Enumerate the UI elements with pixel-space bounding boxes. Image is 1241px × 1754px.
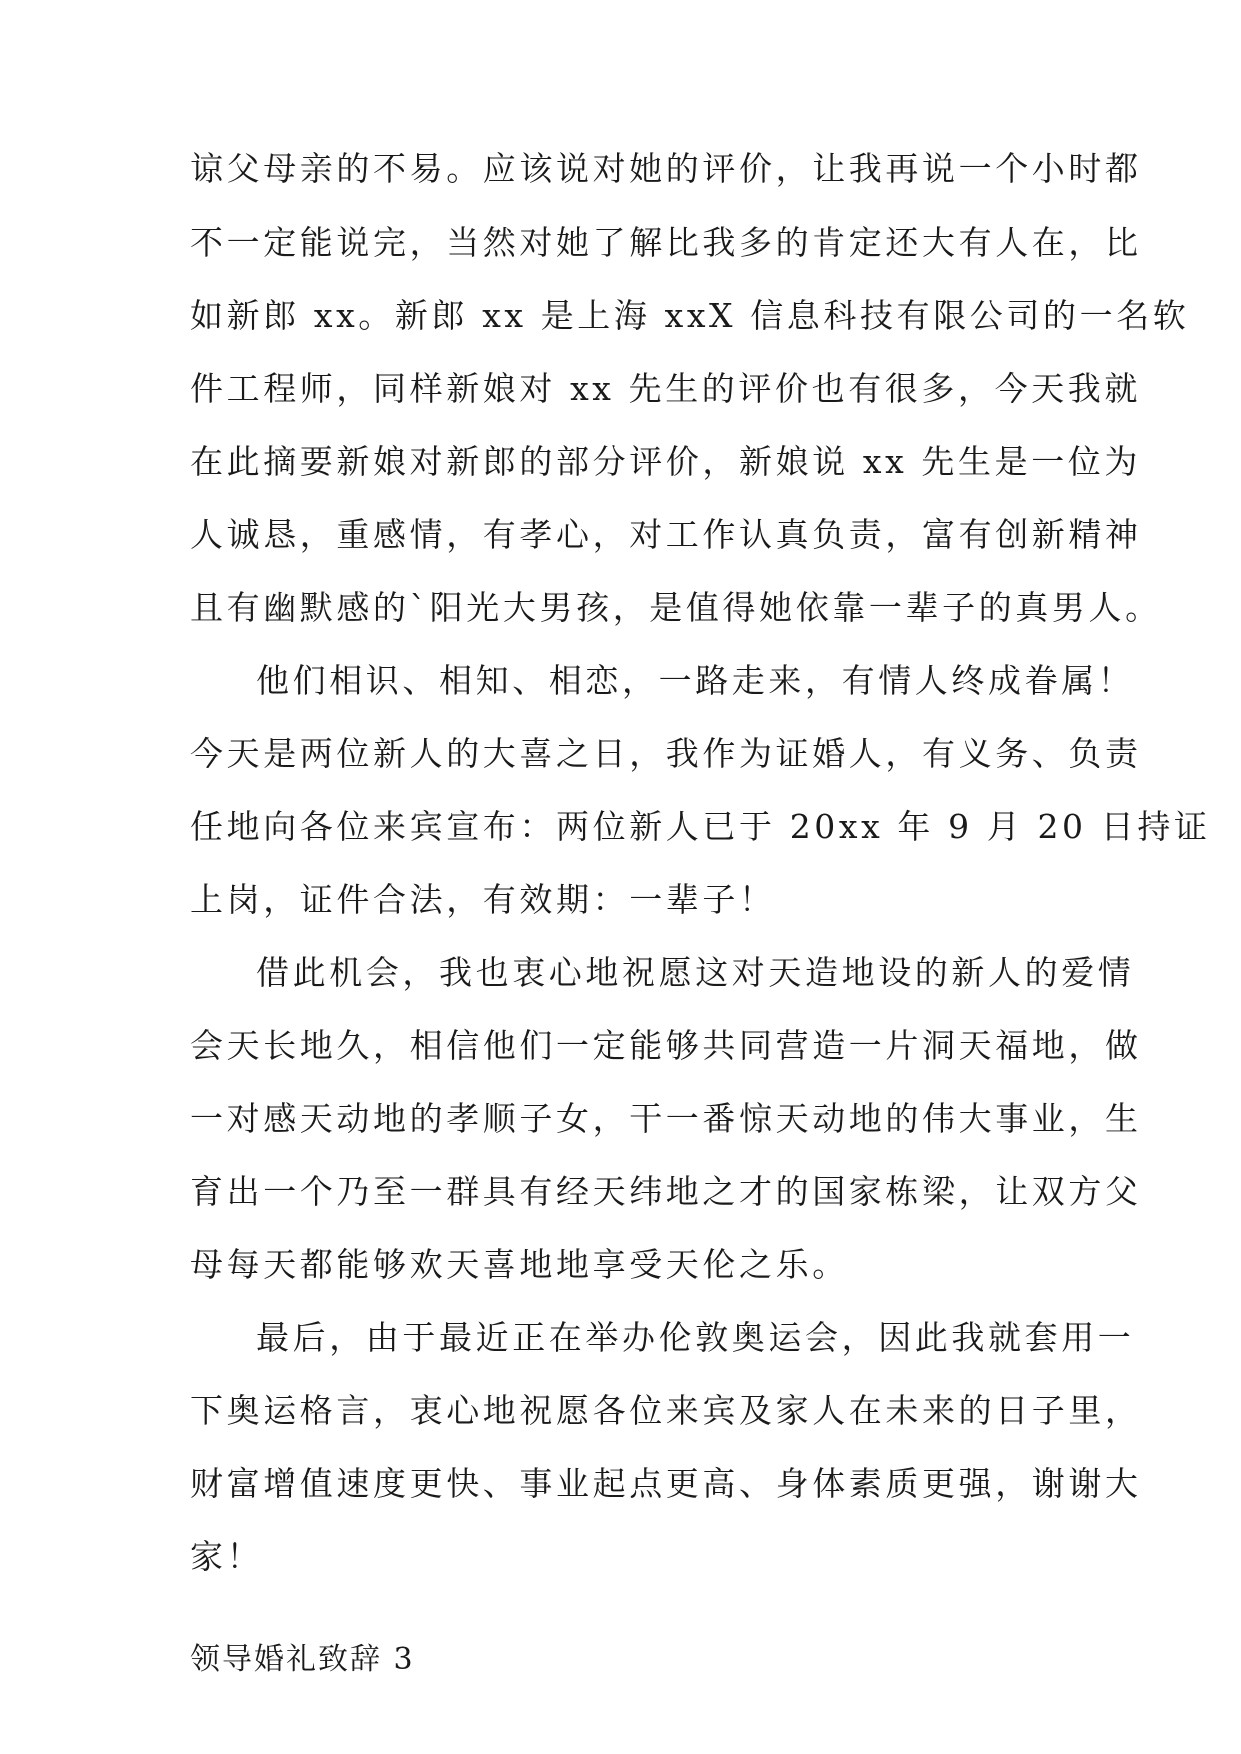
paragraph-line: 谅父母亲的不易。应该说对她的评价，让我再说一个小时都 (190, 149, 1142, 188)
paragraph-line: 最后，由于最近正在举办伦敦奥运会，因此我就套用一 (256, 1318, 1135, 1357)
paragraph-line: 一对感天动地的孝顺子女，干一番惊天动地的伟大事业，生 (190, 1099, 1142, 1138)
paragraph-line: 财富增值速度更快、事业起点更高、身体素质更强，谢谢大 (190, 1464, 1142, 1503)
paragraph-line: 不一定能说完，当然对她了解比我多的肯定还大有人在，比 (190, 223, 1142, 262)
paragraph-line: 今天是两位新人的大喜之日，我作为证婚人，有义务、负责 (190, 734, 1142, 773)
paragraph-line: 借此机会，我也衷心地祝愿这对天造地设的新人的爱情 (256, 953, 1135, 992)
paragraph-line: 在此摘要新娘对新郎的部分评价，新娘说 xx 先生是一位为 (190, 442, 1142, 481)
paragraph-line: 母每天都能够欢天喜地地享受天伦之乐。 (190, 1245, 849, 1284)
paragraph-line: 家！ (190, 1537, 264, 1576)
paragraph-line: 他们相识、相知、相恋，一路走来，有情人终成眷属！ (256, 661, 1135, 700)
paragraph-line: 上岗，证件合法，有效期：一辈子！ (190, 880, 776, 919)
paragraph-line: 如新郎 xx。新郎 xx 是上海 xxX 信息科技有限公司的一名软 (190, 296, 1190, 335)
section-title: 领导婚礼致辞 3 (190, 1642, 415, 1677)
paragraph-line: 任地向各位来宾宣布：两位新人已于 20xx 年 9 月 20 日持证 (190, 807, 1211, 846)
paragraph-line: 会天长地久，相信他们一定能够共同营造一片洞天福地，做 (190, 1026, 1142, 1065)
paragraph-line: 且有幽默感的`阳光大男孩，是值得她依靠一辈子的真男人。 (190, 588, 1162, 627)
paragraph-line: 下奥运格言，衷心地祝愿各位来宾及家人在未来的日子里， (190, 1391, 1142, 1430)
paragraph-line: 件工程师，同样新娘对 xx 先生的评价也有很多，今天我就 (190, 369, 1142, 408)
paragraph-line: 育出一个乃至一群具有经天纬地之才的国家栋梁，让双方父 (190, 1172, 1142, 1211)
paragraph-line: 人诚恳，重感情，有孝心，对工作认真负责，富有创新精神 (190, 515, 1142, 554)
